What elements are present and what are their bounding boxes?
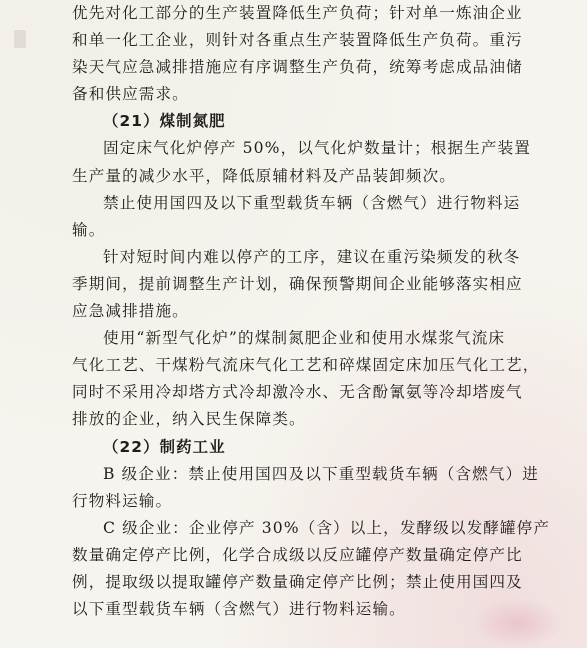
section-heading-21: （21）煤制氮肥: [103, 112, 226, 131]
text-line: 同时不采用冷却塔方式冷却激冷水、无含酚氰氨等冷却塔废气: [72, 383, 523, 402]
text-line: 气化工艺、干煤粉气流床气化工艺和碎煤固定床加压气化工艺，: [72, 356, 540, 375]
document-body: [72, 0, 551, 623]
text-line: 行物料运输。: [72, 491, 173, 510]
text-line: 应急减排措施。: [72, 302, 189, 321]
text-line: 优先对化工部分的生产装置降低生产负荷；针对单一炼油企业: [72, 4, 523, 22]
text-line: 染天气应急减排措施应有序调整生产负荷，统筹考虑成品油储: [72, 58, 523, 77]
text-line: 数量确定停产比例，化学合成级以反应罐停产数量确定停产比: [72, 545, 523, 564]
text-line: 季期间，提前调整生产计划，确保预警期间企业能够落实相应: [72, 274, 523, 293]
text-line: 针对短时间内难以停产的工序，建议在重污染频发的秋冬: [103, 247, 521, 266]
text-line: 排放的企业，纳入民生保障类。: [72, 410, 306, 429]
margin-mark: [14, 30, 26, 48]
text-line: 以下重型载货车辆（含燃气）进行物料运输。: [72, 600, 406, 619]
text-line: B 级企业：禁止使用国四及以下重型载货车辆（含燃气）进: [103, 464, 539, 483]
text-line: 使用“新型气化炉”的煤制氮肥企业和使用水煤浆气流床: [103, 329, 506, 348]
text-line: 输。: [72, 220, 106, 239]
text-line: 和单一化工企业，则针对各重点生产装置降低生产负荷。重污: [72, 31, 523, 50]
text-line: 例，提取级以提取罐停产数量确定停产比例；禁止使用国四及: [72, 572, 523, 591]
text-line: 固定床气化炉停产 50%，以气化炉数量计；根据生产装置: [103, 139, 531, 158]
text-line: 生产量的减少水平，降低原辅材料及产品装卸频次。: [72, 166, 456, 185]
text-line: C 级企业：企业停产 30%（含）以上，发酵级以发酵罐停产: [103, 518, 551, 537]
section-heading-22: （22）制药工业: [103, 437, 226, 456]
text-line: 禁止使用国四及以下重型载货车辆（含燃气）进行物料运: [103, 193, 521, 212]
text-line: 备和供应需求。: [72, 85, 189, 104]
